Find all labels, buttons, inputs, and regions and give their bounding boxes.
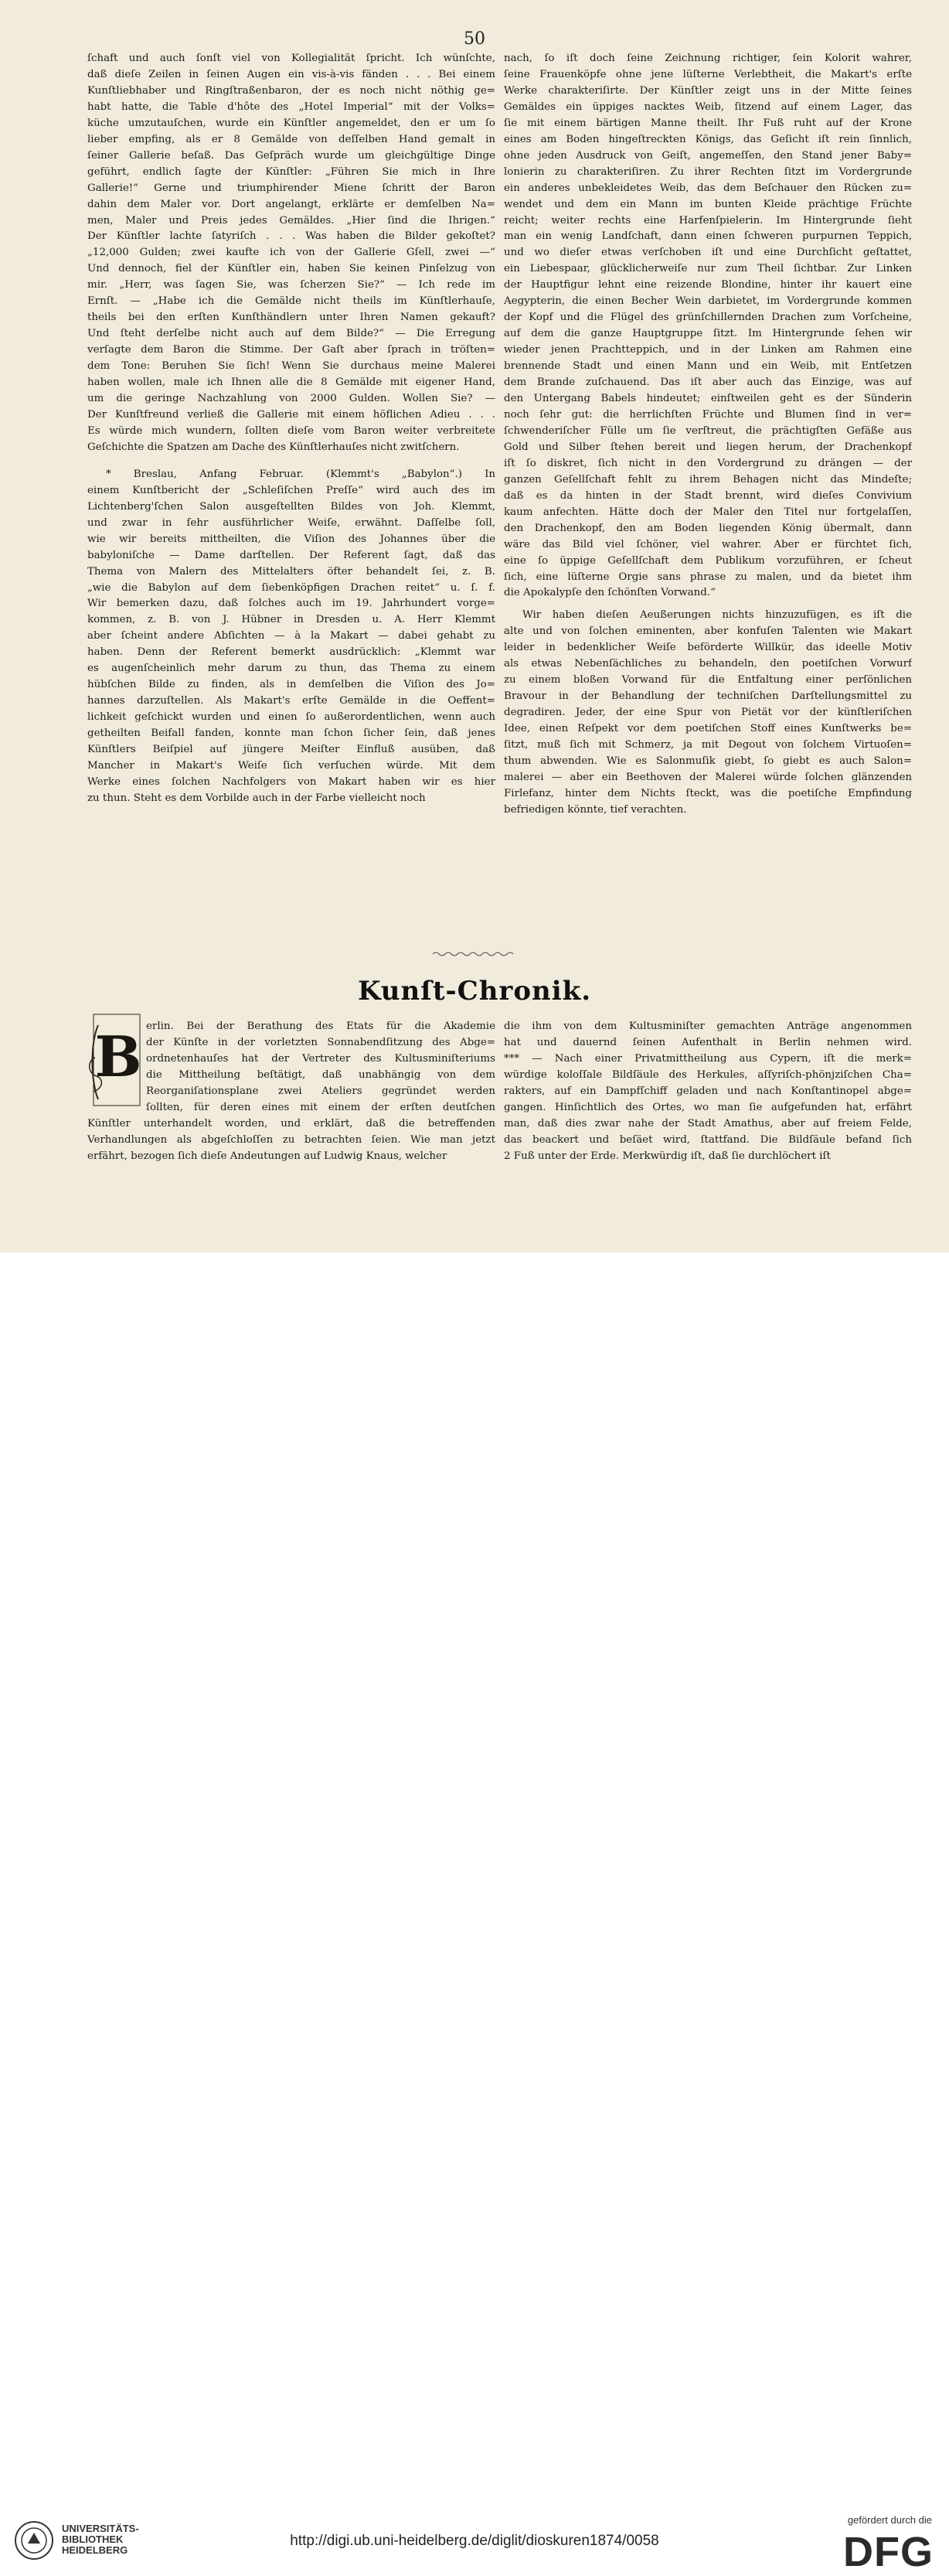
text-line: ohne jeden Ausdruck von Geiſt, angemeſſen, den Stand jener Baby= <box>504 149 912 162</box>
chronik-left-column <box>87 1019 495 1165</box>
text-line: mir. „Herr, was ſagen Sie, was ſcherzen Sie?“ — Ich rede im <box>87 279 495 291</box>
text-line: kaum anfechten. Hätte doch der Maler den Titel nur fortgelaſſen, <box>504 506 912 518</box>
text-line: Künſtlers Beiſpiel auf jüngere Meiſter Einfluß ausüben, daß <box>87 744 495 756</box>
text-line: erlin. Bei der Berathung des Etats für die Akademie <box>146 1021 495 1032</box>
text-line: den Drachenkopf, den am Boden liegenden König übermalt, dann <box>504 522 912 534</box>
text-line: Werke charakteriſirte. Der Künſtler zeigt uns in der Mitte ſeines <box>504 84 912 97</box>
text-line: „wie die Babylon auf dem ſiebenköpfigen Drachen reitet“ u. ſ. f. <box>87 581 495 594</box>
initial-letter: B <box>94 1024 142 1089</box>
text-line: degradiren. Jeder, der eine Spur von Pietät vor der künſtleriſchen <box>504 707 912 719</box>
text-line: der Hauptfigur lehnt eine reizende Blondine, hinter ihr kauert eine <box>504 279 912 291</box>
text-line: Und ſteht derſelbe nicht auch auf dem Bilde?“ — Die Erregung <box>87 328 495 340</box>
section-heading: Kunſt-Chronik. <box>357 976 592 1007</box>
text-line: malerei — aber ein Beethoven der Malerei würde ſolchen glänzenden <box>504 771 912 783</box>
page-number: 50 <box>464 29 485 49</box>
text-line: die Apokalypſe den ſchönſten Vorwand.“ <box>504 587 716 599</box>
text-line: Verhandlungen als abgeſchloſſen zu betrachten ſeien. Wie man jetzt <box>87 1133 495 1146</box>
text-line: zu thun. Steht es dem Vorbilde auch in der Farbe vielleicht noch <box>87 792 426 804</box>
text-line: aber ſcheint andere Abſichten — à la Makart — dabei gehabt zu <box>87 630 495 642</box>
text-line: daß es da hinten in der Stadt brennt, wird dieſes Convivium <box>504 489 912 502</box>
text-line: Der Künſtler lachte ſatyriſch . . . Was haben die Bilder gekoſtet? <box>87 230 495 243</box>
text-line: man, daß dies zwar nahe der Stadt Amathus, aber auf freiem Felde, <box>504 1117 912 1130</box>
text-line: auf dem die ganze Hauptgruppe ſitzt. Im Hintergrunde ſehen wir <box>504 328 912 340</box>
text-line: getheilten Beifall fanden, konnte man ſchon ſicher ſein, daß jenes <box>87 727 495 740</box>
chronik-right-paragraph <box>504 1019 912 1165</box>
text-line: Kunſtliebhaber und Ringſtraßenbaron, der es noch nicht nöthig ge= <box>87 84 495 97</box>
text-line: ſeiner Gallerie beſaß. Das Geſpräch wurde um gleichgültige Dinge <box>87 149 495 162</box>
text-line: würdige koloſſale Bildſäule des Herkules, aſſyriſch-phönjziſchen Cha= <box>504 1068 912 1081</box>
text-line: wäre das Bild viel ſchöner, viel wahrer. Aber er fürchtet ſich, <box>504 538 912 550</box>
text-line: Mancher in Makart's Weiſe ſich verſuchen würde. Mit dem <box>87 759 495 772</box>
text-line: Aegypterin, die einen Becher Wein darbietet, im Vordergrunde kommen <box>504 295 912 308</box>
text-line: küche umzutauſchen, wurde ein Künſtler angemeldet, den er um ſo <box>87 117 495 129</box>
text-line: daß dieſe Zeilen in ſeinen Augen ein vis-à-vis fänden . . . Bei einem <box>87 68 495 80</box>
text-line: Wir haben dieſen Aeußerungen nichts hinzuzufügen, es iſt die <box>522 609 912 622</box>
text-line: lichkeit geſchickt wurden und einen ſo außerordentlichen, wenn auch <box>87 711 495 724</box>
text-line: ſie mit einem bärtigen Manne theilt. Ihr Fuß ruht auf der Krone <box>504 117 912 129</box>
text-line: ganzen Geſellſchaft fehlt zu ihrem Behagen nicht das Mindeſte; <box>504 473 912 486</box>
text-line: Idee, einen Reſpekt vor dem poetiſchen Stoff eines Kunſtwerks be= <box>504 723 912 735</box>
text-line: ſich, eine lüſterne Orgie sans phrase zu malen, und da bietet ihm <box>504 571 912 583</box>
text-line: der Künſte in der vorletzten Sonnabendſitzung des Abge= <box>146 1036 495 1048</box>
chronik-left-paragraph <box>87 1019 495 1165</box>
text-line: verſagte dem Baron die Stimme. Der Gaſt aber ſprach in tröſten= <box>87 344 495 356</box>
right-paragraph-2 <box>504 608 912 818</box>
dfg-logo: DFG <box>843 2529 934 2575</box>
text-line: Es würde mich wundern, ſollten dieſe vom Baron weiter verbreitete <box>87 424 495 437</box>
text-line: * Breslau, Anfang Februar. (Klemmt's „Babylon“.) In <box>106 468 495 480</box>
text-line: und zwar in ſehr ausführlicher Weiſe, erwähnt. Daſſelbe ſoll, <box>87 516 495 529</box>
text-line: haben. Denn der Referent bemerkt ausdrücklich: „Klemmt war <box>87 646 495 659</box>
text-line: Lichtenberg'ſchen Salon ausgeſtellten Bildes von Joh. Klemmt, <box>87 500 495 513</box>
left-column <box>87 51 495 807</box>
text-line: Der Kunſtfreund verließ die Gallerie mit einem höflichen Adieu . . . <box>87 408 495 421</box>
text-line: dahin dem Maler vor. Dort angelangt, erklärte er demſelben Na= <box>87 198 495 210</box>
text-line: Ernſt. — „Habe ich die Gemälde nicht theils im Künſtlerhauſe, <box>87 295 495 308</box>
text-line: thum abwenden. Wie es Salonmuſik giebt, ſo giebt es auch Salon= <box>504 755 912 767</box>
text-line: Werke eines ſolchen Nachfolgers von Makart haben wir es hier <box>87 775 495 788</box>
text-line: noch ſehr gut: die herrlichſten Früchte und Blumen ſind in ver= <box>504 408 912 421</box>
text-line: Firlefanz, hinter dem Nichts ſteckt, was die poetiſche Empfindung <box>504 787 912 799</box>
text-line: befriedigen könnte, tief verachten. <box>504 803 687 816</box>
text-line: lonierin zu charakteriſiren. Zu ihrer Rechten ſitzt im Vordergrunde <box>504 165 912 178</box>
text-line: Gold und Silber ſtehen bereit und liegen herum, der Drachenkopf <box>504 441 912 453</box>
text-line: man ein wenig Landſchaft, dann einen ſchweren purpurnen Teppich, <box>504 230 912 243</box>
text-line: einem Kunſtbericht der „Schleſiſchen Preſſe“ wird auch des im <box>87 484 495 496</box>
text-line: kommen, z. B. von J. Hübner in Dresden u. A. Herr Klemmt <box>87 614 495 626</box>
text-line: Künſtler unterhandelt worden, und erklärt, daß die betreffenden <box>87 1117 495 1130</box>
text-line: Gallerie!“ Gerne und triumphirender Miene ſchritt der Baron <box>87 182 495 194</box>
text-line: Wir bemerken dazu, daß ſolches auch im 19. Jahrhundert vorge= <box>87 598 495 610</box>
left-paragraph-2 <box>87 467 495 807</box>
text-line: wie wir bereits mittheilten, die Viſion des Johannes über die <box>87 533 495 545</box>
text-line: ordnetenhauſes hat der Vertreter des Kultusminiſteriums <box>146 1052 495 1065</box>
funding-label: gefördert durch die <box>847 2514 932 2526</box>
right-paragraph-1 <box>504 51 912 601</box>
scanned-page <box>0 0 949 1253</box>
text-line: ſchwenderiſcher Fülle um ſie verſtreut, die prächtigſten Gefäße aus <box>504 424 912 437</box>
text-line: ſitzt, muß ſich mit Schmerz, ja mit Degout von ſolchem Virtuoſen= <box>504 739 912 751</box>
left-paragraph-1 <box>87 51 495 456</box>
text-line: alte und von ſolchen eminenten, aber konfuſen Talenten wie Makart <box>504 625 912 638</box>
text-line: reicht; weiter rechts eine Harfenſpielerin. Im Hintergrunde ſieht <box>504 214 912 227</box>
text-line: eines am Boden hingeſtreckten Königs, das Geſicht iſt rein ſinnlich, <box>504 133 912 145</box>
text-line: dem Brande zuſchauend. Das iſt aber auch das Einzige, was auf <box>504 377 912 389</box>
text-line: den Untergang Babels hindeutet; einſtweilen geht es der Sünderin <box>504 393 912 405</box>
text-line: hübſchen Bilde zu finden, als in demſelben die Viſion des Jo= <box>87 679 495 691</box>
text-line: erfährt, bezogen ſich dieſe Andeutungen auf Ludwig Knaus, welcher <box>87 1150 447 1162</box>
text-line: wendet und dem ein Mann im bunten Kleide prächtige Früchte <box>504 198 912 210</box>
text-line: der Kopf und die Flügel des grünſchillernden Drachen zum Vorſcheine, <box>504 312 912 324</box>
text-line: die Mittheilung beſtätigt, daß unabhängig von dem <box>146 1068 495 1081</box>
text-line: ſchaft und auch ſonſt viel von Kollegialität ſpricht. Ich wünſchte, <box>87 53 495 64</box>
text-line: theils bei den erſten Kunſthändlern unter Ihren Namen gekauft? <box>87 312 495 324</box>
text-line: nach, ſo iſt doch ſeine Zeichnung richtiger, ſein Kolorit wahrer, <box>504 53 912 64</box>
chronik-right-column <box>504 1019 912 1165</box>
text-line: babyloniſche — Dame darſtellen. Der Referent ſagt, daß das <box>87 549 495 561</box>
page-url-link[interactable]: http://digi.ub.uni-heidelberg.de/diglit/dioskuren1874/0058 <box>290 2533 659 2549</box>
text-line: iſt ſo diskret, ſich nicht in den Vordergrund zu drängen — der <box>504 457 912 469</box>
text-line: men, Maler und Preis jedes Gemäldes. „Hier ſind die Ihrigen.“ <box>87 214 495 227</box>
text-line: ein Liebespaar, glücklicherweiſe nur zum Theil ſichtbar. Zur Linken <box>504 263 912 275</box>
text-line: rakters, auf ein Dampfſchiff geladen und nach Konſtantinopel abge= <box>504 1085 912 1097</box>
text-line: und wo dieſer etwas verſchoben iſt und eine Durchſicht geſtattet, <box>504 247 912 259</box>
text-line: ſeine Frauenköpfe ohne jene lüſterne Verlebtheit, die Makart's erſte <box>504 68 912 80</box>
text-line: um die geringe Nachzahlung von 2000 Gulden. Wollen Sie? — <box>87 393 495 405</box>
text-line: Geſchichte die Spatzen am Dache des Künſtlerhauſes nicht zwitſchern. <box>87 441 460 453</box>
text-line: Reorganiſationsplane zwei Ateliers gegründet werden <box>146 1085 495 1097</box>
library-name: UNIVERSITÄTS- BIBLIOTHEK HEIDELBERG <box>62 2523 139 2556</box>
text-line: eine ſo üppige Geſellſchaft dem Publikum vorzuführen, er ſcheut <box>504 554 912 567</box>
text-line: geführt, endlich ſagte der Künſtler: „Führen Sie mich in Ihre <box>87 165 495 178</box>
text-line: hannes darzuſtellen. Als Makart's erſte Gemälde in die Oeffent= <box>87 695 495 707</box>
text-line: Bravour in der Behandlung der techniſchen Darſtellungsmittel zu <box>504 690 912 703</box>
text-line: ein anderes unbekleidetes Weib, das dem Beſchauer den Rücken zu= <box>504 182 912 194</box>
text-line: es augenſcheinlich mehr darum zu thun, das Thema zu einem <box>87 663 495 675</box>
text-line: lieber empfing, als er 8 Gemälde von deſſelben Hand gemalt in <box>87 133 495 145</box>
text-line: gangen. Hinſichtlich des Ortes, wo man ſie aufgefunden hat, erfährt <box>504 1101 912 1113</box>
decorative-rule <box>431 951 516 957</box>
text-line: das beackert und beſäet wird, ſtattfand. Die Bildſäule befand ſich <box>504 1133 912 1146</box>
text-line: Gemäldes ein üppiges nacktes Weib, ſitzend auf einem Lager, das <box>504 101 912 113</box>
text-line: ſollten, für deren eines mit einem der erſten deutſchen <box>146 1101 495 1113</box>
text-line: brennende Stadt und einen Mann und ein Weib, mit Entſetzen <box>504 360 912 373</box>
right-column <box>504 51 912 819</box>
text-line: dem Tone: Beruhen Sie ſich! Wenn Sie durchaus meine Malerei <box>87 360 495 373</box>
text-line: Thema von Malern des Mittelalters öfter behandelt ſei, z. B. <box>87 565 495 578</box>
text-line: zu einem bloßen Vorwand für die Entfaltung einer perſönlichen <box>504 674 912 687</box>
text-line: „12,000 Gulden; zwei kaufte ich von der Gallerie Gſell, zwei —“ <box>87 247 495 259</box>
text-line: Und dennoch, fiel der Künſtler ein, haben Sie keinen Pinſelzug von <box>87 263 495 275</box>
text-line: habt hatte, die Table d'hôte des „Hotel Imperial“ mit der Volks= <box>87 101 495 113</box>
text-line: haben wollen, male ich Ihnen alle die 8 Gemälde mit eigener Hand, <box>87 377 495 389</box>
text-line: die ihm von dem Kultusminiſter gemachten Anträge angenommen <box>504 1021 912 1032</box>
text-line: wieder jenen Prachtteppich, und in der Linken am Rahmen eine <box>504 344 912 356</box>
text-line: 2 Fuß unter der Erde. Merkwürdig iſt, daß ſie durchlöchert iſt <box>504 1150 831 1162</box>
text-line: *** — Nach einer Privatmittheilung aus Cypern, iſt die merk= <box>504 1052 912 1065</box>
text-line: hat und dauernd ſeinen Aufenthalt in Berlin nehmen wird. <box>504 1036 912 1048</box>
footer-bar <box>0 1252 949 2575</box>
text-line: leider in bedenklicher Weiſe beförderte Willkür, das ideelle Motiv <box>504 642 912 654</box>
text-line: als etwas Nebenſächliches zu behandeln, den poetiſchen Vorwurf <box>504 658 912 670</box>
